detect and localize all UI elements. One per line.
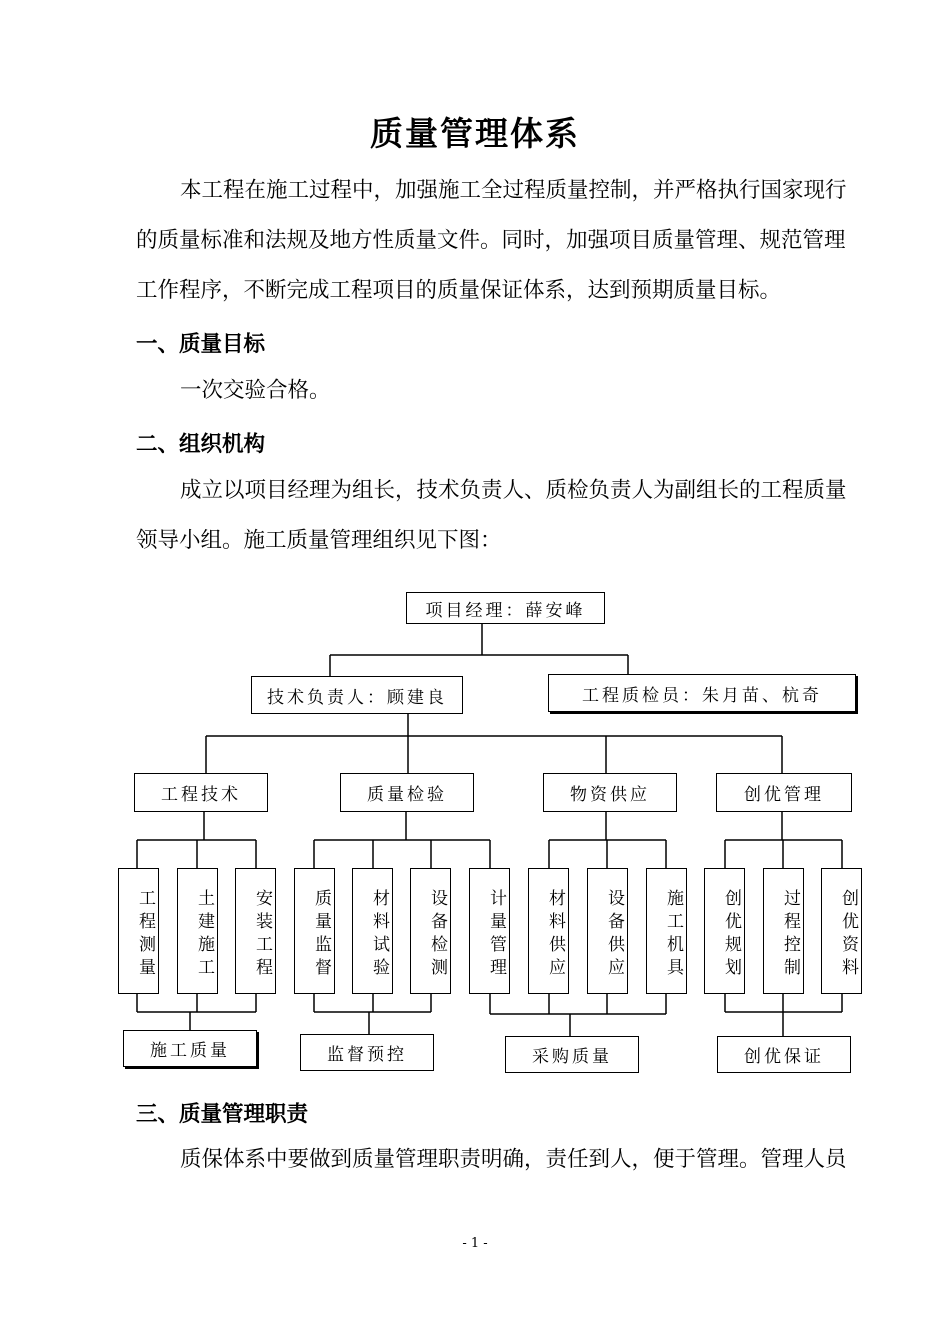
item-equipment-testing: 设备检测 bbox=[410, 868, 451, 994]
item-quality-supervision: 质量监督 bbox=[294, 868, 335, 994]
org-chart-connectors bbox=[0, 580, 950, 1080]
quality-target: 一次交验合格。 bbox=[180, 378, 331, 403]
section-1-heading: 一、质量目标 bbox=[136, 332, 266, 357]
section-2-paragraph bbox=[136, 466, 880, 566]
org-chart bbox=[0, 580, 950, 1080]
intro-paragraph bbox=[136, 166, 880, 316]
item-material-supply: 材料供应 bbox=[528, 868, 569, 994]
item-process-control: 过程控制 bbox=[763, 868, 804, 994]
outcome-construction-quality: 施工质量 bbox=[123, 1030, 257, 1067]
dept-quality-inspection: 质量检验 bbox=[340, 773, 474, 812]
dept-material-supply: 物资供应 bbox=[543, 773, 677, 812]
dept-excellence-management: 创优管理 bbox=[716, 773, 852, 812]
section-2-line-1: 成立以项目经理为组长，技术负责人、质检负责人为副组长的工程质量 bbox=[180, 478, 847, 503]
item-material-testing: 材料试验 bbox=[352, 868, 393, 994]
item-installation: 安装工程 bbox=[235, 868, 276, 994]
section-2-line-2: 领导小组。施工质量管理组织见下图： bbox=[136, 528, 502, 553]
quality-inspector-box: 工程质检员：朱月苗、杭奇 bbox=[548, 674, 856, 712]
document-title: 质量管理体系 bbox=[370, 114, 580, 153]
dept-engineering-technology: 工程技术 bbox=[134, 773, 268, 812]
section-3-paragraph bbox=[136, 1135, 880, 1185]
intro-line-3: 工作程序，不断完成工程项目的质量保证体系，达到预期质量目标。 bbox=[136, 278, 782, 303]
outcome-supervision-precontrol: 监督预控 bbox=[300, 1034, 434, 1071]
page-number: - 1 - bbox=[462, 1236, 488, 1251]
outcome-excellence-assurance: 创优保证 bbox=[717, 1036, 851, 1073]
item-engineering-survey: 工程测量 bbox=[118, 868, 159, 994]
section-3-heading: 三、质量管理职责 bbox=[136, 1102, 309, 1127]
intro-line-1: 本工程在施工过程中，加强施工全过程质量控制，并严格执行国家现行 bbox=[180, 178, 847, 203]
item-civil-construction: 土建施工 bbox=[177, 868, 218, 994]
item-metrology: 计量管理 bbox=[469, 868, 510, 994]
section-3-line-1: 质保体系中要做到质量管理职责明确，责任到人，便于管理。管理人员 bbox=[180, 1147, 847, 1172]
project-manager-box: 项目经理：薛安峰 bbox=[406, 592, 605, 624]
item-excellence-planning: 创优规划 bbox=[704, 868, 745, 994]
item-excellence-documents: 创优资料 bbox=[821, 868, 862, 994]
outcome-procurement-quality: 采购质量 bbox=[505, 1036, 639, 1073]
item-equipment-supply: 设备供应 bbox=[587, 868, 628, 994]
section-1-text bbox=[136, 366, 880, 416]
item-construction-tools: 施工机具 bbox=[646, 868, 687, 994]
technical-lead-box: 技术负责人：顾建良 bbox=[251, 676, 463, 714]
intro-line-2: 的质量标准和法规及地方性质量文件。同时，加强项目质量管理、规范管理 bbox=[136, 228, 846, 253]
section-2-heading: 二、组织机构 bbox=[136, 432, 266, 457]
